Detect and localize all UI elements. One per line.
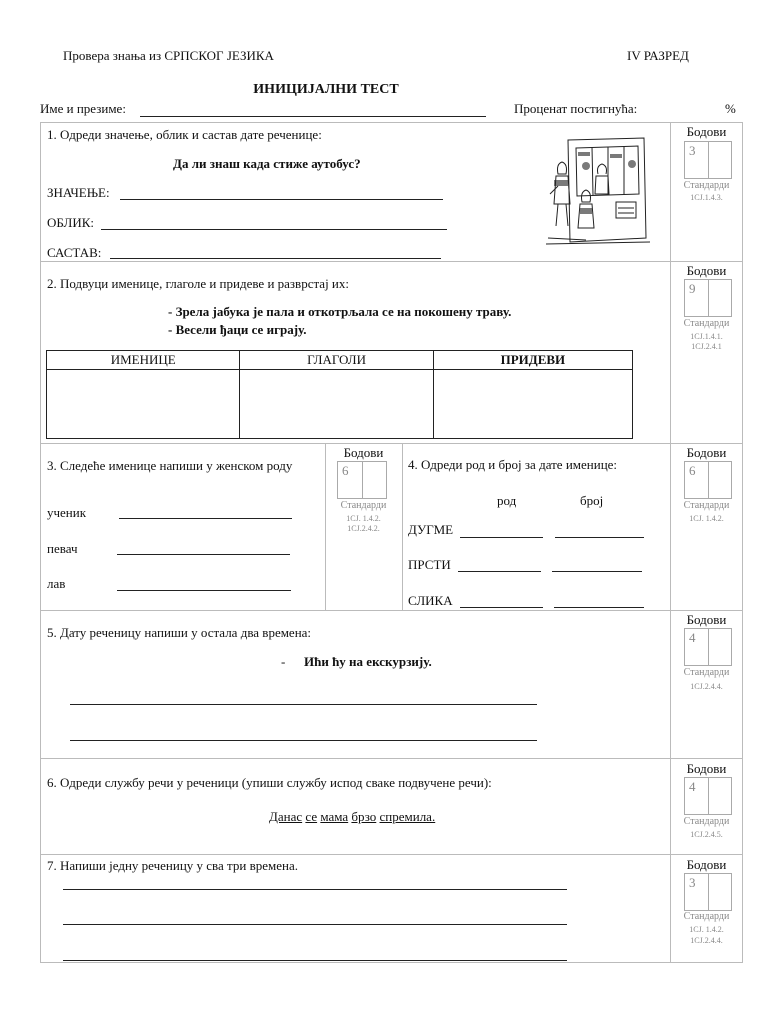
q1-form-label: ОБЛИК: [47, 215, 95, 230]
q6-standard-1: 1СЈ.2.4.5. [690, 830, 723, 839]
q4-points-value: 6 [689, 463, 696, 478]
q4-number-3[interactable] [554, 607, 644, 608]
q7-points-box[interactable] [684, 873, 732, 911]
percent-sign: % [725, 101, 736, 116]
bus-illustration-icon [546, 134, 652, 246]
q7-answer-3[interactable] [63, 960, 567, 961]
q2-sentence-2: - Весели ђаци се играју. [168, 322, 307, 337]
q3-standard-2: 1СЈ.2.4.2. [347, 524, 380, 533]
q4-prompt: 4. Одреди род и број за дате именице: [408, 457, 618, 472]
q5-answer-2[interactable] [70, 740, 537, 741]
q2-standard-2: 1СЈ.2.4.1 [691, 342, 722, 351]
q6-word-5[interactable]: спремила. [379, 809, 436, 824]
name-field[interactable] [140, 116, 486, 117]
q2-col-nouns: ИМЕНИЦЕ [47, 351, 240, 370]
q1-form-field[interactable] [101, 229, 447, 230]
q5-sentence: Ићи ћу на екскурзију. [304, 654, 432, 669]
q2-sentence-1: - Зрела јабука је пала и откотрљала се на покошену траву. [168, 304, 512, 319]
q1-structure-label: САСТАВ: [47, 245, 102, 260]
percent-label: Проценат постигнућа: [514, 101, 638, 116]
grade-label: IV РАЗРЕД [627, 48, 689, 63]
q3-standard-1: 1СЈ. 1.4.2. [346, 514, 381, 523]
q5-points-value: 4 [689, 630, 696, 645]
q4-points-title: Бодови [686, 445, 727, 460]
q1-standards-title: Стандарди [683, 180, 730, 191]
q7-answer-2[interactable] [63, 924, 567, 925]
q3-standards-title: Стандарди [340, 500, 387, 511]
q7-points-title: Бодови [686, 857, 727, 872]
q3-word-3: лав [47, 576, 66, 591]
q4-word-3: СЛИКА [408, 593, 453, 608]
q2-col-verbs: ГЛАГОЛИ [240, 351, 433, 370]
q2-word-table [46, 350, 633, 439]
q5-prompt: 5. Дату реченицу напиши у остала два времена: [47, 625, 312, 640]
q1-prompt: 1. Одреди значење, облик и састав дате реченице: [47, 127, 322, 142]
q6-word-2[interactable]: се [305, 809, 318, 824]
q6-standards-title: Стандарди [683, 816, 730, 827]
q4-gender-1[interactable] [460, 537, 543, 538]
q4-word-1: ДУГМЕ [408, 522, 454, 537]
q2-prompt: 2. Подвуци именице, глаголе и придеве и разврстај их: [47, 276, 350, 291]
q6-points-box[interactable] [684, 777, 732, 815]
q7-prompt: 7. Напиши једну реченицу у сва три времена. [47, 858, 298, 873]
test-title: ИНИЦИЈАЛНИ ТЕСТ [253, 82, 399, 97]
q7-standard-2: 1СЈ.2.4.4. [690, 936, 723, 945]
subject-title: Провера знања из СРПСКОГ ЈЕЗИКА [63, 48, 274, 63]
q4-standards-title: Стандарди [683, 500, 730, 511]
q6-word-3[interactable]: мама [320, 809, 349, 824]
q7-answer-1[interactable] [63, 889, 567, 890]
name-label: Име и презиме: [40, 101, 126, 116]
q5-standards-title: Стандарди [683, 667, 730, 678]
q5-points-title: Бодови [686, 612, 727, 627]
q1-sentence: Да ли знаш када стиже аутобус? [173, 156, 361, 171]
q3-points-value: 6 [342, 463, 349, 478]
q3-word-1: ученик [47, 505, 87, 520]
q1-points-title: Бодови [686, 124, 727, 139]
q7-standard-1: 1СЈ. 1.4.2. [689, 925, 724, 934]
q2-standard-1: 1СЈ.1.4.1. [690, 332, 723, 341]
q4-col-number: број [580, 493, 604, 508]
q4-word-2: ПРСТИ [408, 557, 451, 572]
q2-col-adjectives: ПРИДЕВИ [433, 351, 632, 370]
q7-points-value: 3 [689, 875, 696, 890]
q6-points-value: 4 [689, 779, 696, 794]
q5-points-box[interactable] [684, 628, 732, 666]
q3-answer-3[interactable] [117, 590, 291, 591]
q3-word-2: певач [47, 541, 78, 556]
q6-prompt: 6. Одреди службу речи у реченици (упиши службу испод сваке подвучене речи): [47, 775, 492, 790]
q2-verbs-cell[interactable] [240, 370, 433, 439]
q6-word-1[interactable]: Данас [269, 809, 303, 824]
q5-standard-1: 1СЈ.2.4.4. [690, 682, 723, 691]
q4-points-box[interactable] [684, 461, 732, 499]
q4-number-1[interactable] [555, 537, 644, 538]
q3-points-box[interactable] [337, 461, 387, 499]
q3-answer-2[interactable] [117, 554, 290, 555]
q2-standards-title: Стандарди [683, 318, 730, 329]
q1-points-value: 3 [689, 143, 696, 158]
q5-dash: - [281, 654, 286, 669]
q2-nouns-cell[interactable] [47, 370, 240, 439]
q2-points-title: Бодови [686, 263, 727, 278]
q4-standard-1: 1СЈ. 1.4.2. [689, 514, 724, 523]
q2-points-value: 9 [689, 281, 696, 296]
q4-col-gender: род [497, 493, 517, 508]
q4-gender-2[interactable] [458, 571, 541, 572]
q1-standard-1: 1СЈ.1.4.3. [690, 193, 723, 202]
q5-answer-1[interactable] [70, 704, 537, 705]
q4-number-2[interactable] [552, 571, 642, 572]
q1-meaning-label: ЗНАЧЕЊЕ: [47, 185, 110, 200]
q3-prompt: 3. Следеће именице напиши у женском роду [47, 458, 293, 473]
q6-points-title: Бодови [686, 761, 727, 776]
q2-adjectives-cell[interactable] [433, 370, 632, 439]
q2-points-box[interactable] [684, 279, 732, 317]
q3-answer-1[interactable] [119, 518, 292, 519]
q6-word-4[interactable]: брзо [351, 809, 377, 824]
q3-points-title: Бодови [343, 445, 384, 460]
q1-meaning-field[interactable] [120, 199, 443, 200]
q1-points-box[interactable] [684, 141, 732, 179]
q6-sentence [269, 809, 435, 825]
q1-structure-field[interactable] [110, 258, 441, 259]
q4-gender-3[interactable] [460, 607, 543, 608]
q7-standards-title: Стандарди [683, 911, 730, 922]
